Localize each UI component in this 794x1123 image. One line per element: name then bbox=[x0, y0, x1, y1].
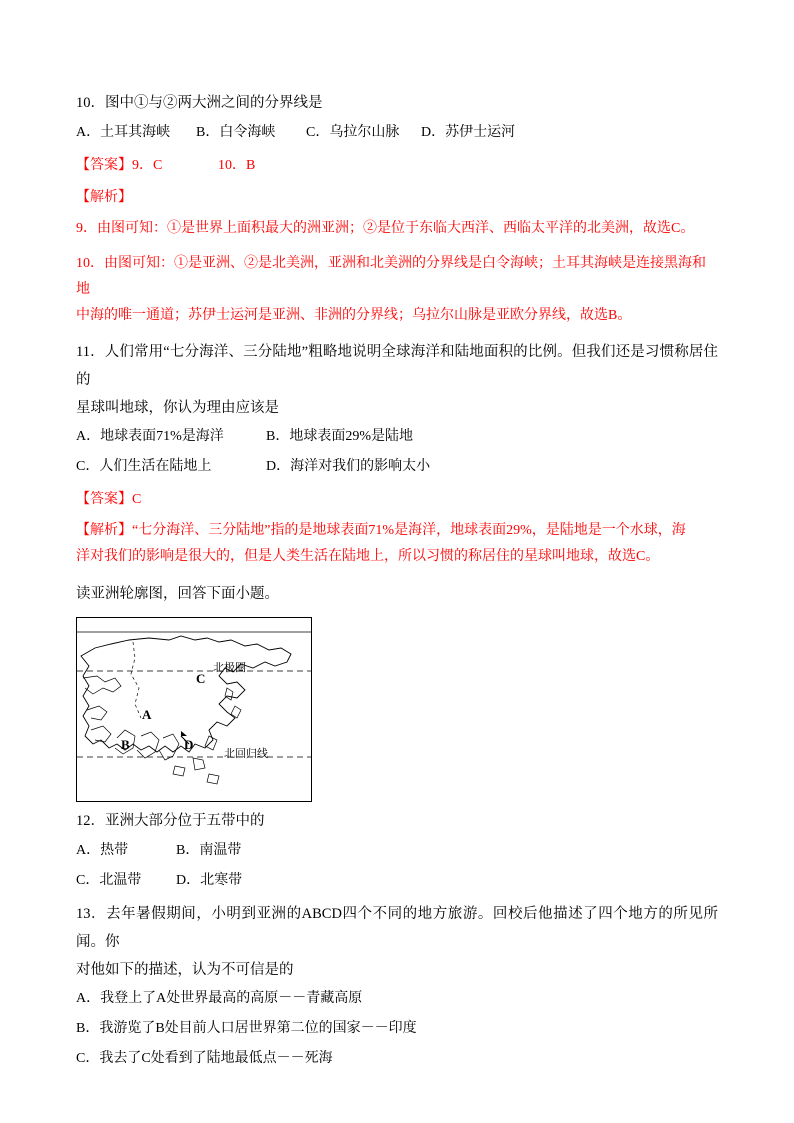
question-11-line-1 bbox=[76, 338, 718, 394]
question-13-stem-line-1: 去年暑假期间，小明到亚洲的ABCD四个不同的地方旅游。回校后他描述了四个地方的所见所闻。你 bbox=[76, 906, 718, 950]
question-12-options-row-2 bbox=[76, 866, 718, 896]
question-10-option-a[interactable]: A．土耳其海峡 bbox=[76, 125, 171, 140]
question-12-number: 12． bbox=[76, 813, 105, 829]
analysis-9-text: 9．由图可知：①是世界上面积最大的洲亚洲；②是位于东临大西洋、西临太平洋的北美洲，故选C。 bbox=[76, 221, 695, 236]
question-11-line-2: 星球叫地球，你认为理由应该是 bbox=[76, 400, 279, 416]
question-11-option-b[interactable]: B．地球表面29%是陆地 bbox=[266, 429, 413, 444]
question-10-option-b[interactable]: B．白令海峡 bbox=[196, 125, 276, 140]
question-11-option-a[interactable]: A．地球表面71%是海洋 bbox=[76, 429, 224, 444]
question-11-option-c[interactable]: C．人们生活在陆地上 bbox=[76, 459, 212, 474]
question-11 bbox=[76, 338, 718, 422]
question-10 bbox=[76, 88, 718, 118]
question-10-option-c[interactable]: C．乌拉尔山脉 bbox=[306, 125, 400, 140]
question-13-line-2: 对他如下的描述，认为不可信是的 bbox=[76, 962, 294, 978]
question-10-option-d[interactable]: D．苏伊士运河 bbox=[421, 125, 516, 140]
question-11-number: 11． bbox=[76, 344, 105, 360]
map-letter-c: C bbox=[196, 671, 206, 686]
question-13-option-b[interactable]: B．我游览了B处目前人口居世界第二位的国家－－印度 bbox=[76, 1021, 417, 1036]
question-13-option-a[interactable]: A．我登上了A处世界最高的高原－－青藏高原 bbox=[76, 991, 363, 1006]
analysis-10-line-1: 10．由图可知：①是亚洲、②是北美洲，亚洲和北美洲的分界线是白令海峡；土耳其海峡是连接黑海和地 bbox=[76, 256, 706, 297]
answer-9-value: 9．C bbox=[132, 158, 163, 173]
answer-11-label: 【答案】 bbox=[76, 492, 132, 507]
answer-block-9-10 bbox=[76, 152, 718, 180]
question-13-line-1 bbox=[76, 900, 718, 956]
question-12-option-c[interactable]: C．北温带 bbox=[76, 873, 142, 888]
analysis-10-line-2: 中海的唯一通道；苏伊士运河是亚洲、非洲的分界线；乌拉尔山脉是亚欧分界线，故选B。 bbox=[76, 308, 632, 323]
answer-label: 【答案】 bbox=[76, 158, 132, 173]
map-letter-b: B bbox=[121, 737, 130, 752]
analysis-11-line-1: 【解析】“七分海洋、三分陆地”指的是地球表面71%是海洋，地球表面29%，是陆地是一个水球，海 bbox=[76, 523, 686, 538]
question-13 bbox=[76, 900, 718, 984]
question-11-stem-line-1: 人们常用“七分海洋、三分陆地”粗略地说明全球海洋和陆地面积的比例。但我们还是习惯称居住的 bbox=[76, 344, 718, 388]
question-10-stem: 图中①与②两大洲之间的分界线是 bbox=[105, 95, 323, 111]
asia-outline-svg bbox=[77, 618, 311, 801]
question-10-options bbox=[76, 118, 718, 148]
reading-instruction: 读亚洲轮廓图，回答下面小题。 bbox=[76, 586, 279, 602]
question-13-number: 13． bbox=[76, 906, 107, 922]
question-11-options-row-1 bbox=[76, 422, 718, 452]
answer-block-11 bbox=[76, 486, 718, 514]
question-11-options-row-2 bbox=[76, 452, 718, 482]
question-13-option-c[interactable]: C．我去了C处看到了陆地最低点－－死海 bbox=[76, 1051, 333, 1066]
map-letter-a: A bbox=[142, 707, 152, 722]
map-letter-d: D bbox=[184, 737, 194, 752]
question-12-option-b[interactable]: B．南温带 bbox=[176, 843, 242, 858]
question-12-option-d[interactable]: D．北寒带 bbox=[176, 873, 243, 888]
answer-11-value: C bbox=[132, 492, 142, 507]
analysis-11 bbox=[76, 518, 718, 570]
analysis-10 bbox=[76, 251, 718, 329]
map-label-tropic-of-cancer: 北回归线 bbox=[224, 748, 268, 760]
question-10-number: 10． bbox=[76, 95, 105, 111]
map-label-arctic-circle: 北极圈 bbox=[213, 662, 246, 674]
analysis-label: 【解析】 bbox=[76, 190, 132, 205]
analysis-11-line-2: 洋对我们的影响是很大的，但是人类生活在陆地上，所以习惯的称居住的星球叫地球，故选C。 bbox=[76, 549, 660, 564]
analysis-9 bbox=[76, 216, 718, 242]
question-12-option-a[interactable]: A．热带 bbox=[76, 843, 129, 858]
question-12-options-row-1 bbox=[76, 836, 718, 866]
question-12-stem: 亚洲大部分位于五带中的 bbox=[105, 813, 265, 829]
question-12 bbox=[76, 806, 718, 836]
answer-10-value: 10．B bbox=[218, 158, 256, 173]
map-frame bbox=[76, 617, 312, 802]
question-11-option-d[interactable]: D．海洋对我们的影响太小 bbox=[266, 459, 431, 474]
figure-asia-outline bbox=[76, 617, 312, 802]
